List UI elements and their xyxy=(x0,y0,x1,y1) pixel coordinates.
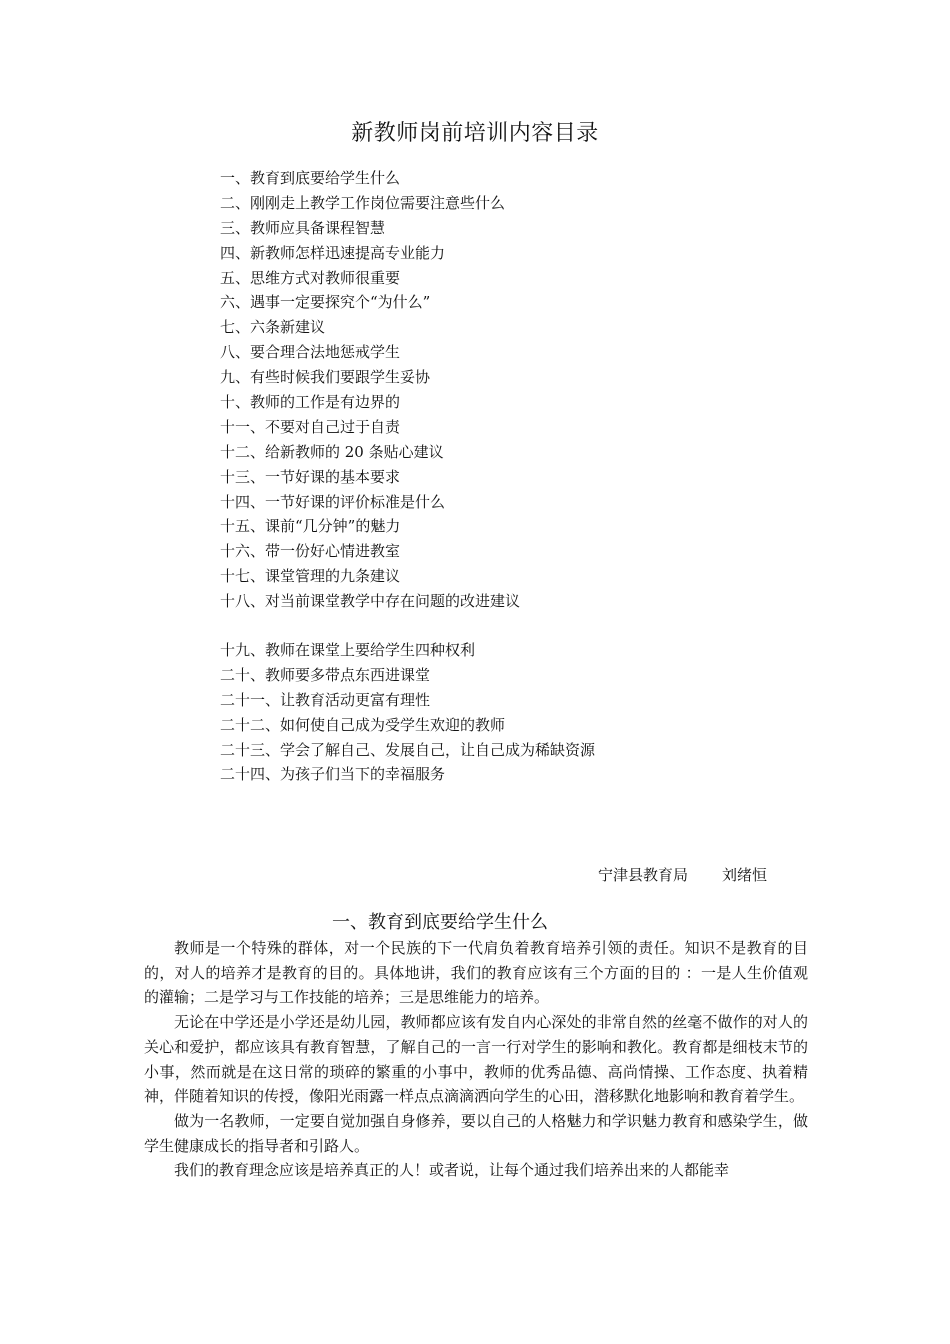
section-heading: 一、教育到底要给学生什么 xyxy=(332,912,548,933)
toc-item: 二十一、让教育活动更富有理性 xyxy=(220,690,431,709)
document-title: 新教师岗前培训内容目录 xyxy=(351,121,599,146)
toc-item: 十四、一节好课的评价标准是什么 xyxy=(220,492,446,511)
toc-item: 六、遇事一定要探究个“为什么” xyxy=(220,293,431,312)
toc-item: 十、教师的工作是有边界的 xyxy=(220,393,401,412)
signature-author: 刘绪恒 xyxy=(722,866,768,884)
toc-item: 三、教师应具备课程智慧 xyxy=(220,218,386,237)
toc-item: 五、思维方式对教师很重要 xyxy=(220,268,401,287)
toc-item: 二十四、为孩子们当下的幸福服务 xyxy=(220,765,446,784)
toc-item: 四、新教师怎样迅速提高专业能力 xyxy=(220,243,446,262)
toc-item: 二十三、学会了解自己、发展自己，让自己成为稀缺资源 xyxy=(220,740,596,759)
toc-item: 十八、对当前课堂教学中存在问题的改进建议 xyxy=(220,592,521,611)
toc-item: 一、教育到底要给学生什么 xyxy=(220,169,401,187)
body-paragraph: 我们的教育理念应该是培养真正的人！或者说，让每个通过我们培养出来的人都能幸 xyxy=(174,1161,730,1180)
toc-item: 十一、不要对自己过于自责 xyxy=(220,417,401,436)
toc-item: 十五、课前“几分钟”的魅力 xyxy=(220,517,401,536)
section-body xyxy=(144,936,808,1183)
body-paragraph: 无论在中学还是小学还是幼儿园，教师都应该有发自内心深处的非常自然的丝毫不做作的对人的关心和爱护，都应该具有教育智慧，了解自己的一言一行对学生的影响和教化。教育都是细枝末节的小事，然而就是在这日常的琐碎的繁重的小事中，教师的优秀品德、高尚情操、工作态度、执着精神，伴随着知识的传授，像阳光雨露一样点点滴滴洒向学生的心田，潜移默化地影响和教育着学生。 xyxy=(144,1013,808,1106)
toc-item: 二十、教师要多带点东西进课堂 xyxy=(220,665,431,684)
toc-item: 十七、课堂管理的九条建议 xyxy=(220,567,401,586)
body-paragraph: 教师是一个特殊的群体，对一个民族的下一代肩负着教育培养引领的责任。知识不是教育的目的，对人的培养才是教育的目的。具体地讲，我们的教育应该有三个方面的目的 ：一是人生价值观的灌输；二是学习与工作技能的培养；三是思维能力的培养。 xyxy=(144,939,808,1007)
body-paragraph: 做为一名教师，一定要自觉加强自身修养，要以自己的人格魅力和学识魅力教育和感染学生，做学生健康成长的指导者和引路人。 xyxy=(144,1111,808,1155)
toc-item: 十三、一节好课的基本要求 xyxy=(220,467,401,486)
signature xyxy=(598,864,767,886)
toc-item: 二十二、如何使自己成为受学生欢迎的教师 xyxy=(220,715,506,734)
toc-item: 十六、带一份好心情进教室 xyxy=(220,542,401,561)
toc-item: 八、要合理合法地惩戒学生 xyxy=(220,343,401,362)
toc-item: 七、六条新建议 xyxy=(220,318,326,337)
toc-item: 十九、教师在课堂上要给学生四种权利 xyxy=(220,641,476,660)
signature-organization: 宁津县教育局 xyxy=(598,866,689,884)
table-of-contents xyxy=(220,166,860,787)
toc-item: 十二、给新教师的 20 条贴心建议 xyxy=(220,442,444,461)
toc-item: 九、有些时候我们要跟学生妥协 xyxy=(220,368,431,387)
toc-item: 二、刚刚走上教学工作岗位需要注意些什么 xyxy=(220,193,506,212)
